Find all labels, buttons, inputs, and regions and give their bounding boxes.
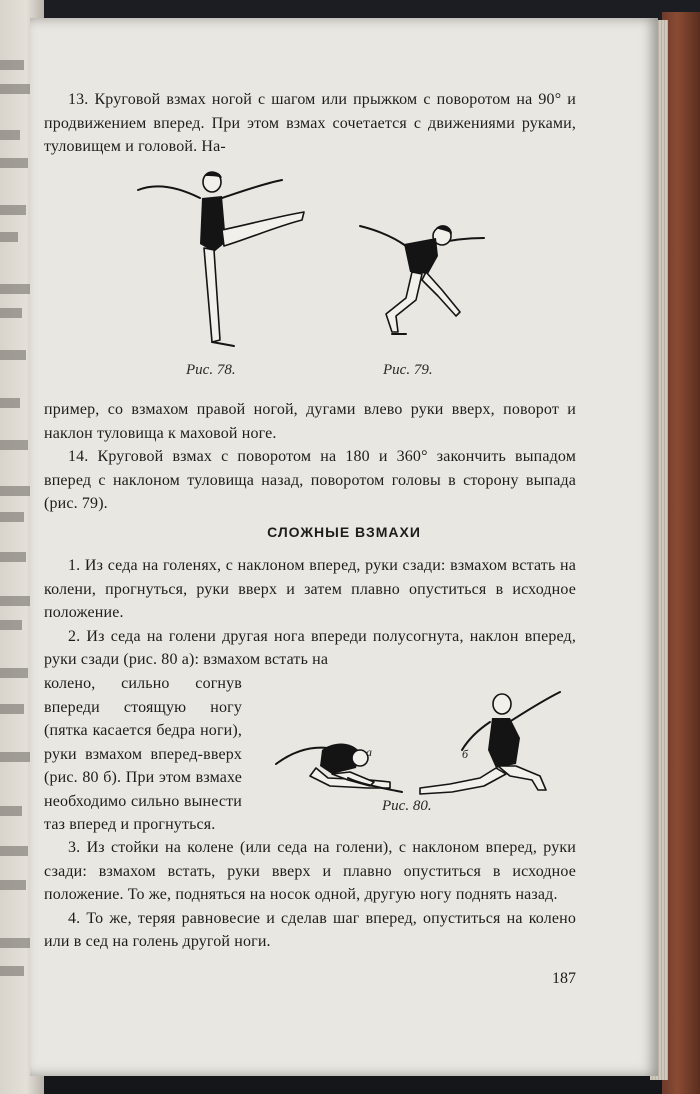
- item-1-text: 1. Из седа на голенях, с наклоном вперед, руки сзади: взмахом встать на колени, прогнуться, руки вверх и затем плавно опуститься в исходное положение.: [44, 557, 576, 621]
- item-2-text: 2. Из седа на голени другая нога впереди полусогнута, наклон вперед, руки сзади (рис. 80 а): взмахом встать на: [44, 627, 576, 668]
- complex-swings-list-bottom: [44, 836, 576, 954]
- item-2-wrap-text: колено, сильно согнув впереди стоящую ногу (пятка касается бедра ноги), руки взмахом вперед-вверх (рис. 80 б). При этом взмахе необходимо сильно вынести таз вперед и прогнуться.: [44, 675, 242, 833]
- figure-79-caption: Рис. 79.: [383, 362, 433, 378]
- paragraph-13-continuation: [44, 398, 576, 516]
- figure-80-kneeling-swing: [270, 678, 570, 808]
- section-heading: СЛОЖНЫЕ ВЗМАХИ: [267, 524, 421, 540]
- book-page: [30, 18, 658, 1076]
- item-2-wrap-column: [44, 672, 242, 837]
- figure-78-caption: Рис. 78.: [186, 362, 236, 378]
- page-number: 187: [552, 970, 576, 987]
- figure-78-standing-leg-swing: [130, 168, 310, 368]
- figure-80-label-a: а: [366, 745, 372, 759]
- paragraph-14-text: 14. Круговой взмах с поворотом на 180 и 360° закончить выпадом вперед с наклоном туловища назад, поворотом головы в сторону выпада (рис. 79).: [44, 448, 576, 512]
- item-3-text: 3. Из стойки на колене (или седа на голени), с наклоном вперед, руки сзади: взмахом встать, руки вверх и плавно опуститься в исходное положение. То же, подняться на носок одной, другую ногу поднять назад.: [44, 839, 576, 903]
- paragraph-13: [44, 88, 576, 159]
- complex-swings-list-top: [44, 554, 576, 672]
- figure-79-lunge-turn: [356, 216, 496, 356]
- paragraph-13-cont-text: пример, со взмахом правой ногой, дугами влево руки вверх, поворот и наклон туловища к маховой ноге.: [44, 401, 576, 442]
- figure-80-caption: Рис. 80.: [382, 798, 432, 814]
- paragraph-13-text: 13. Круговой взмах ногой с шагом или прыжком с поворотом на 90° и продвижением вперед. При этом взмах сочетается с движениями руками, туловищем и головой. На-: [44, 91, 576, 155]
- item-4-text: 4. То же, теряя равновесие и сделав шаг вперед, опуститься на колено или в сед на голень другой ноги.: [44, 909, 576, 950]
- figure-80-label-b: б: [462, 747, 469, 761]
